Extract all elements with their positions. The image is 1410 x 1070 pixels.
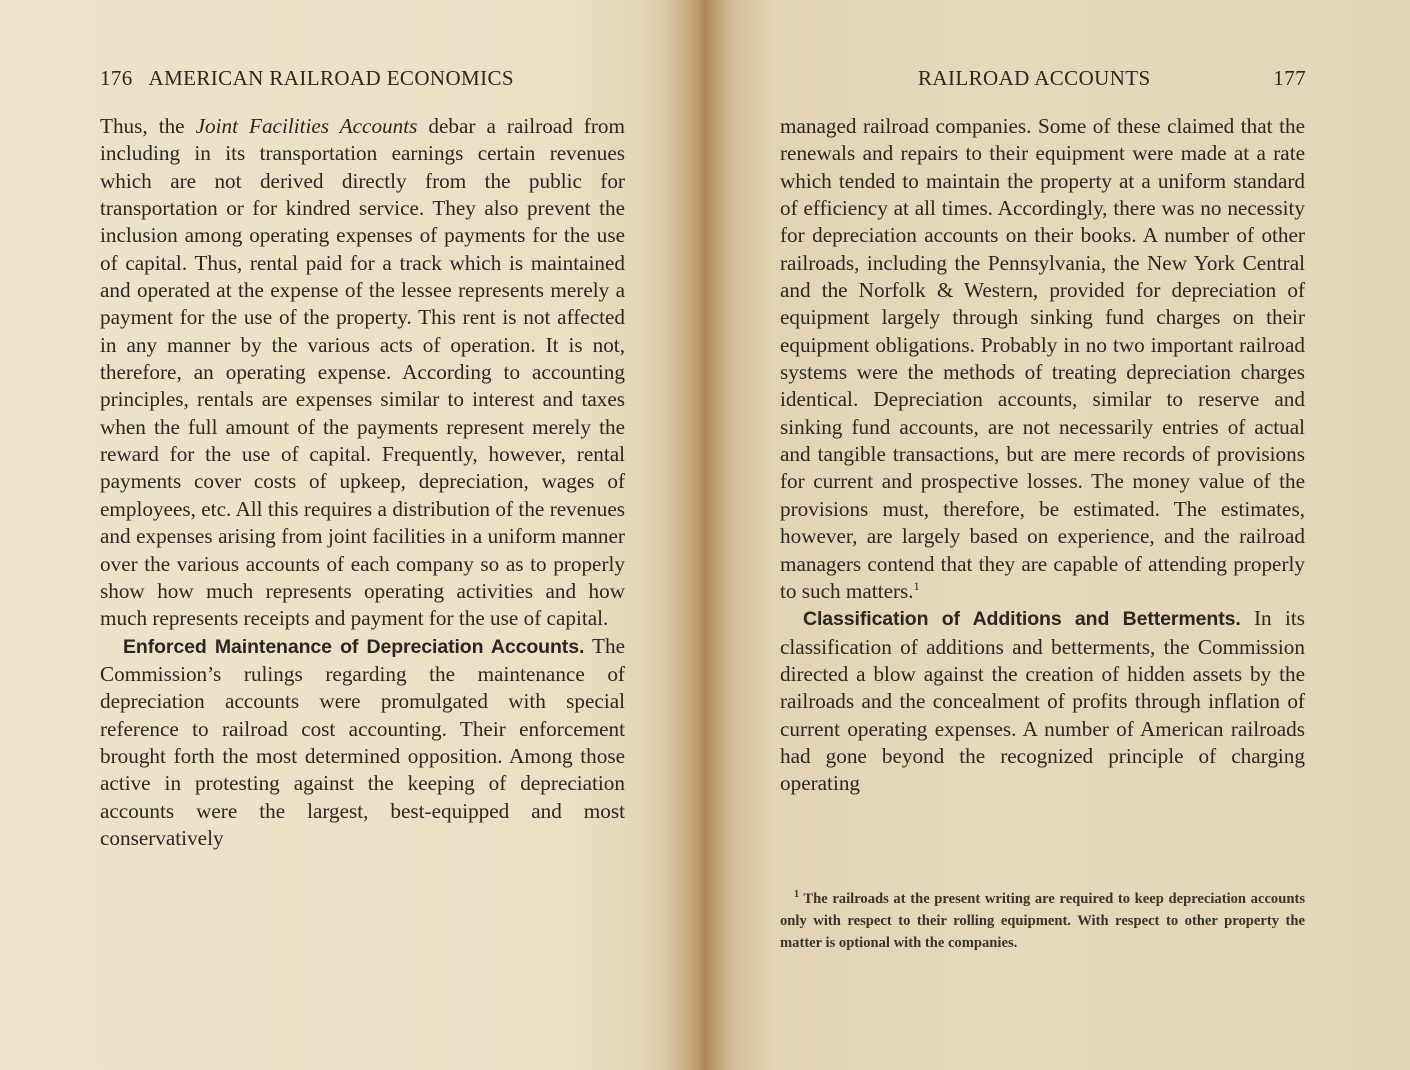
left-page-number: 176 (100, 66, 133, 90)
left-paragraph-1-text: debar a railroad from including in its transportation earnings certain revenues which are not derived directly from the public for transportation or for kindred service. They also prevent the inclusion among operating expenses of payments for the use of capital. Thus, rental paid for a track which is maintained and operated at the expense of the lessee represents merely a payment for the use of the property. This rent is not affected in any manner by the various acts of operation. It is not, therefore, an operating expense. According to accounting principles, rentals are expenses similar to interest and taxes when the full amount of the payments represent merely the reward for the use of capital. Frequently, however, rental payments cover costs of upkeep, depreciation, wages of employees, etc. All this requires a distribution of the revenues and expenses arising from joint facilities in a uniform manner over the various accounts of each company so as to properly show how much represents operating activities and how much represents receipts and payment for the use of capital. (100, 114, 625, 631)
footnote-mark: 1 (794, 889, 799, 901)
footnote (780, 888, 1305, 954)
right-page-number: 177 (1273, 66, 1306, 90)
left-paragraph-2-text: The Commission’s rulings regarding the maintenance of depreciation accounts were promulgated with special reference to railroad cost accounting. Their enforcement brought forth the most determined opposition. Among those active in protesting against the keeping of depreciation accounts were the largest, best-equipped and most conservatively (100, 633, 625, 850)
left-running-head (100, 66, 625, 96)
right-page (706, 0, 1410, 1070)
right-body-text (780, 113, 1305, 798)
left-paragraph-1 (100, 113, 625, 633)
section-heading-depreciation: Enforced Maintenance of Depreciation Accounts. (123, 635, 585, 658)
right-running-head-title: RAILROAD ACCOUNTS (918, 66, 1151, 90)
right-running-head (918, 66, 1306, 96)
footnote-text: The railroads at the present writing are required to keep depreciation accounts only with respect to their rolling equipment. With respect to other property the matter is optional with the companies. (780, 891, 1305, 951)
right-paragraph-1 (780, 113, 1305, 605)
left-paragraph-2 (100, 633, 625, 853)
left-body-text (100, 113, 625, 852)
right-paragraph-2 (780, 605, 1305, 797)
left-paragraph-1-lead: Thus, the (100, 114, 196, 138)
italic-term: Joint Facilities Accounts (195, 114, 418, 138)
right-paragraph-1-text: managed railroad companies. Some of these claimed that the renewals and repairs to their equipment were made at a rate which tended to maintain the property at a uniform standard of efficiency at all times. Accordingly, there was no necessity for depreciation accounts on their books. A number of other railroads, including the Pennsylvania, the New York Central and the Norfolk & Western, provided for depreciation of equipment largely through sinking fund charges on their equipment obligations. Probably in no two important railroad systems were the methods of treating depreciation charges identical. Depreciation accounts, similar to reserve and sinking fund accounts, are not necessarily entries of actual and tangible transactions, but are mere records of provisions for current and prospective losses. The money value of the provisions must, therefore, be estimated. The estimates, however, are largely based on experience, and the railroad managers contend that they are capable of attending properly to such matters. (780, 114, 1305, 603)
right-paragraph-2-text: In its classification of additions and betterments, the Commission directed a blow against the creation of hidden assets by the railroads and the concealment of profits through inflation of current operating expenses. A number of American railroads had gone beyond the recognized principle of charging operating (780, 606, 1305, 796)
footnote-reference: 1 (913, 578, 920, 593)
section-heading-additions: Classification of Additions and Betterments. (803, 608, 1241, 631)
left-page (0, 0, 700, 1070)
left-running-head-title: AMERICAN RAILROAD ECONOMICS (148, 66, 514, 90)
